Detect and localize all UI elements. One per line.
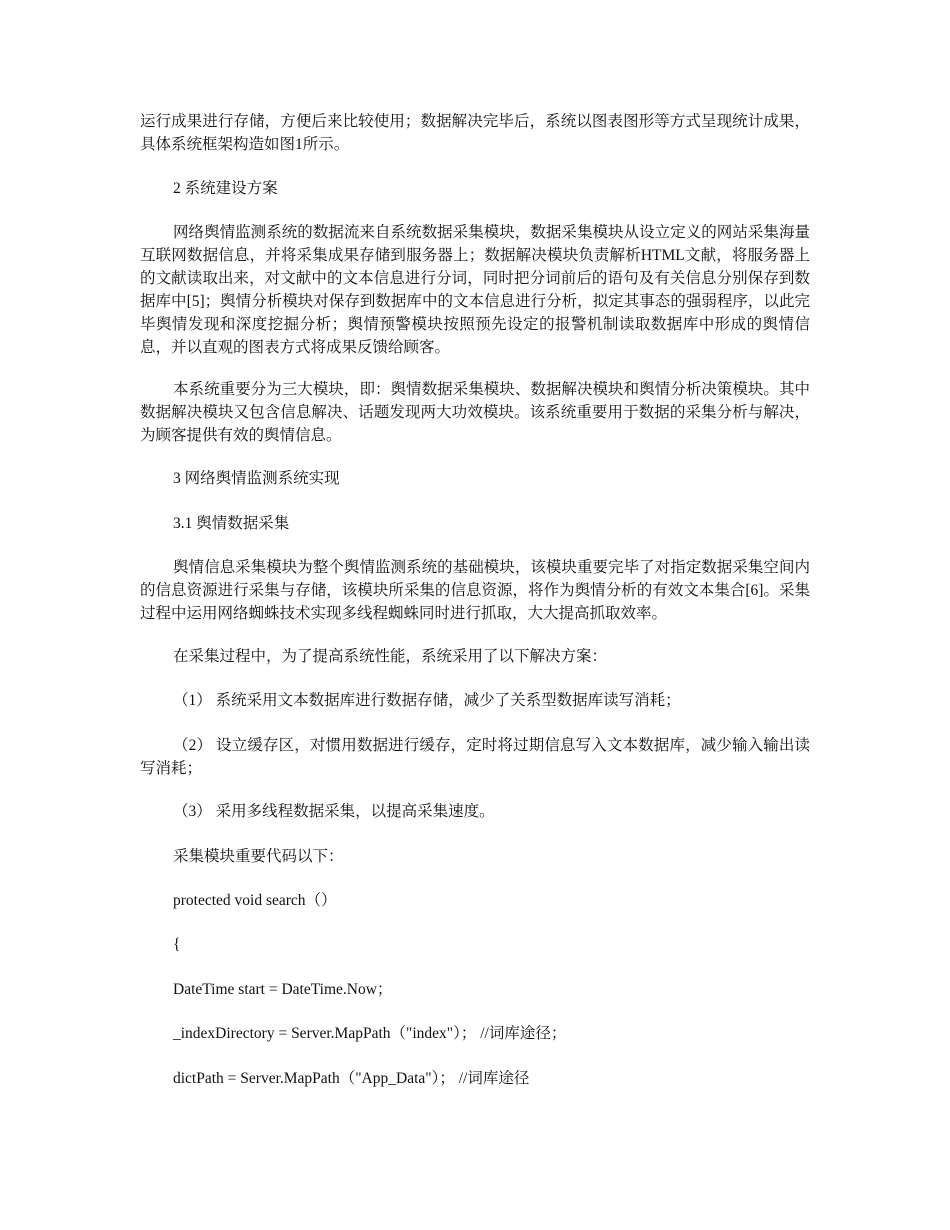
- code-line: [173, 1067, 813, 1090]
- paragraph-text: 采集模块重要代码以下：: [173, 848, 344, 865]
- paragraph-code-intro: [173, 845, 813, 868]
- paragraph-data-flow: [140, 221, 810, 359]
- paragraph-performance: [173, 645, 813, 668]
- code-text: dictPath = Server.MapPath（"App_Data"）； //词库途径: [173, 1070, 530, 1087]
- list-item-text: （1） 系统采用文本数据库进行数据存储，减少了关系型数据库读写消耗；: [173, 692, 681, 709]
- section-heading-3-1: [173, 512, 813, 535]
- code-text: protected void search（）: [173, 892, 337, 909]
- paragraph-text: 网络舆情监测系统的数据流来自系统数据采集模块，数据采集模块从设立定义的网站采集海量互联网数据信息，并将采集成果存储到服务器上；数据解决模块负责解析HTML文献，将服务器上的文献读取出来，对文献中的文本信息进行分词，同时把分词前后的语句及有关信息分别保存到数据库中[5]；舆情分析模块对保存到数据库中的文本信息进行分析，拟定其事态的强弱程序，以此完毕舆情发现和深度挖掘分析；舆情预警模块按照预先设定的报警机制读取数据库中形成的舆情信息，并以直观的图表方式将成果反馈给顾客。: [140, 224, 810, 356]
- paragraph-text: 在采集过程中，为了提高系统性能，系统采用了以下解决方案：: [173, 648, 608, 665]
- paragraph-text: 运行成果进行存储，方便后来比较使用；数据解决完毕后，系统以图表图形等方式呈现统计成果，具体系统框架构造如图1所示。: [140, 113, 810, 153]
- section-heading-2: [173, 177, 813, 200]
- list-item-text: （3） 采用多线程数据采集，以提高采集速度。: [173, 803, 495, 820]
- heading-text: 3 网络舆情监测系统实现: [173, 470, 340, 487]
- list-item-1: [173, 689, 813, 712]
- code-line: [173, 978, 813, 1001]
- paragraph-text: 本系统重要分为三大模块，即：舆情数据采集模块、数据解决模块和舆情分析决策模块。其中数据解决模块又包含信息解决、话题发现两大功效模块。该系统重要用于数据的采集分析与解决，为顾客提供有效的舆情信息。: [140, 381, 810, 444]
- paragraph-continuation: [140, 110, 810, 156]
- list-item-text: （2） 设立缓存区，对惯用数据进行缓存，定时将过期信息写入文本数据库，减少输入输出读写消耗；: [140, 737, 810, 777]
- heading-text: 3.1 舆情数据采集: [173, 515, 290, 532]
- paragraph-modules: [140, 378, 810, 447]
- list-item-2: [140, 734, 810, 780]
- code-line: [173, 889, 813, 912]
- paragraph-text: 舆情信息采集模块为整个舆情监测系统的基础模块，该模块重要完毕了对指定数据采集空间内的信息资源进行采集与存储，该模块所采集的信息资源，将作为舆情分析的有效文本集合[6]。采集过程中运用网络蜘蛛技术实现多线程蜘蛛同时进行抓取，大大提高抓取效率。: [140, 559, 810, 622]
- section-heading-3: [173, 467, 813, 490]
- heading-text: 2 系统建设方案: [173, 180, 278, 197]
- code-text: DateTime start = DateTime.Now；: [173, 981, 393, 998]
- code-text: _indexDirectory = Server.MapPath（"index"）； //词库途径；: [173, 1025, 567, 1042]
- code-line: [173, 933, 813, 956]
- paragraph-collection: [140, 556, 810, 625]
- list-item-3: [173, 800, 813, 823]
- code-text: {: [173, 936, 181, 953]
- code-line: [173, 1022, 813, 1045]
